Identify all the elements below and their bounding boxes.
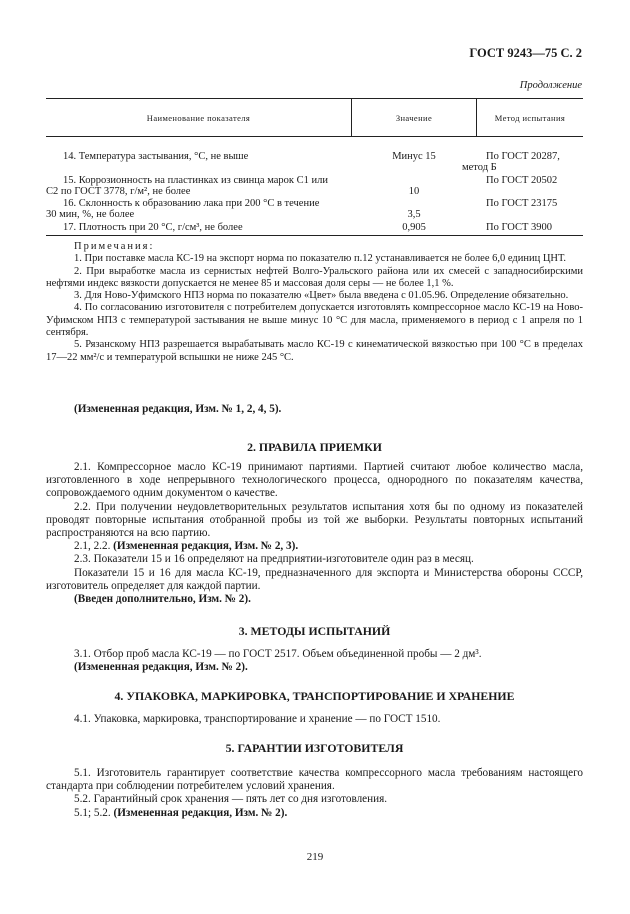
column-header-method: Метод испытания — [494, 112, 566, 123]
paragraph: 2.2. При получении неудовлетворительных результатов испытания хотя бы по одному из показателей проводят повторные испытания отобранной пробы из той же выборки. Результаты повторных испытаний распространяются на всю партию. — [46, 500, 583, 540]
row-method: По ГОСТ 23175 — [486, 198, 558, 209]
table-bottom-rule — [46, 235, 583, 236]
paragraph: 5.1. Изготовитель гарантирует соответствие качества компрессорного масла требованиям настоящего стандарта при соблюдении потребителем условий хранения. — [46, 767, 583, 793]
column-header-name: Наименование показателя — [46, 99, 352, 136]
row-name: 15. Коррозионность на пластинках из свинца марок С1 или — [63, 175, 329, 186]
row-value: Минус 15 — [392, 151, 436, 162]
section-title: 4. УПАКОВКА, МАРКИРОВКА, ТРАНСПОРТИРОВАНИЕ И ХРАНЕНИЕ — [114, 689, 515, 703]
note-item: 3. Для Ново-Уфимского НПЗ норма по показателю «Цвет» была введена с 01.05.96. Определение обязательно. — [74, 290, 569, 302]
page-header: ГОСТ 9243—75 С. 2 — [469, 46, 582, 60]
table-header — [46, 99, 583, 137]
row-name: 17. Плотность при 20 °С, г/см³, не более — [63, 222, 243, 233]
paragraph: 2.1, 2.2. (Измененная редакция, Изм. № 2, 3). — [74, 540, 299, 553]
section-body — [46, 648, 583, 674]
note-item: 4. По согласованию изготовителя с потребителем допускается изготовлять компрессорное масло КС-19 на Ново-Уфимском НПЗ с температурой застывания не выше минус 10 °С для масла, применяемого в период с 1 апреля по 1 сентября. — [46, 302, 583, 339]
section-body — [46, 461, 583, 606]
notes-heading: Примечания: — [74, 241, 155, 252]
paragraph: 5.2. Гарантийный срок хранения — пять лет со дня изготовления. — [74, 793, 388, 806]
specs-table — [46, 98, 583, 233]
notes-block — [46, 241, 583, 364]
section-body — [46, 713, 583, 726]
column-header-value: Значение — [352, 99, 477, 136]
row-method: По ГОСТ 20287, — [486, 151, 560, 162]
row-value: 10 — [408, 186, 420, 197]
section-title: 3. МЕТОДЫ ИСПЫТАНИЙ — [238, 624, 391, 638]
row-method: По ГОСТ 20502 — [486, 175, 558, 186]
row-value: 0,905 — [402, 222, 426, 233]
note-item: 1. При поставке масла КС-19 на экспорт норма по показателю п.12 устанавливается не более 6,0 единиц ЦНТ. — [74, 253, 566, 265]
row-method-cont: метод Б — [462, 162, 497, 173]
paragraph: (Измененная редакция, Изм. № 2). — [74, 661, 248, 674]
paragraph: Показатели 15 и 16 для масла КС-19, предназначенного для экспорта и Министерства обороны СССР, изготовитель определяет для каждой партии. — [46, 566, 583, 592]
paragraph: 3.1. Отбор проб масла КС-19 — по ГОСТ 2517. Объем объединенной пробы — 2 дм³. — [74, 648, 482, 660]
row-method: По ГОСТ 3900 — [486, 222, 553, 233]
note-item: 2. При выработке масла из сернистых нефтей Волго-Уральского района или их смесей с западносибирскими нефтями индекс вязкости допускается не менее 85 и массовая доля серы — не более 1,1 %. — [46, 265, 583, 289]
continuation-label: Продолжение — [519, 80, 582, 91]
paragraph: (Введен дополнительно, Изм. № 2). — [74, 593, 251, 606]
page-number: 219 — [306, 851, 324, 863]
row-name: 16. Склонность к образованию лака при 200 °С в течение — [63, 198, 320, 209]
paragraph: 2.3. Показатели 15 и 16 определяют на предприятии-изготовителе один раз в месяц. — [74, 553, 474, 566]
paragraph: 4.1. Упаковка, маркировка, транспортирование и хранение — по ГОСТ 1510. — [74, 713, 441, 725]
note-item: 5. Рязанскому НПЗ разрешается вырабатывать масло КС-19 с кинематической вязкостью при 100 °С в пределах 17—22 мм²/с и температурой вспышки не ниже 245 °С. — [46, 339, 583, 363]
amendment-note: (Измененная редакция, Изм. № 1, 2, 4, 5). — [74, 403, 282, 415]
section-body — [46, 767, 583, 820]
paragraph: 2.1. Компрессорное масло КС-19 принимают партиями. Партией считают любое количество масла, изготовленного в ходе непрерывного технологического процесса, однородного по показателям качества, сопровождаемого одним документом о качестве. — [46, 461, 583, 500]
row-name-cont: С2 по ГОСТ 3778, г/м², не более — [46, 186, 191, 197]
paragraph: 5.1; 5.2. (Измененная редакция, Изм. № 2). — [74, 806, 288, 819]
section-title: 5. ГАРАНТИИ ИЗГОТОВИТЕЛЯ — [225, 741, 404, 755]
section-title: 2. ПРАВИЛА ПРИЕМКИ — [247, 440, 382, 454]
row-name-cont: 30 мин, %, не более — [46, 209, 135, 220]
row-value: 3,5 — [407, 209, 421, 220]
row-name: 14. Температура застывания, °С, не выше — [63, 151, 249, 162]
